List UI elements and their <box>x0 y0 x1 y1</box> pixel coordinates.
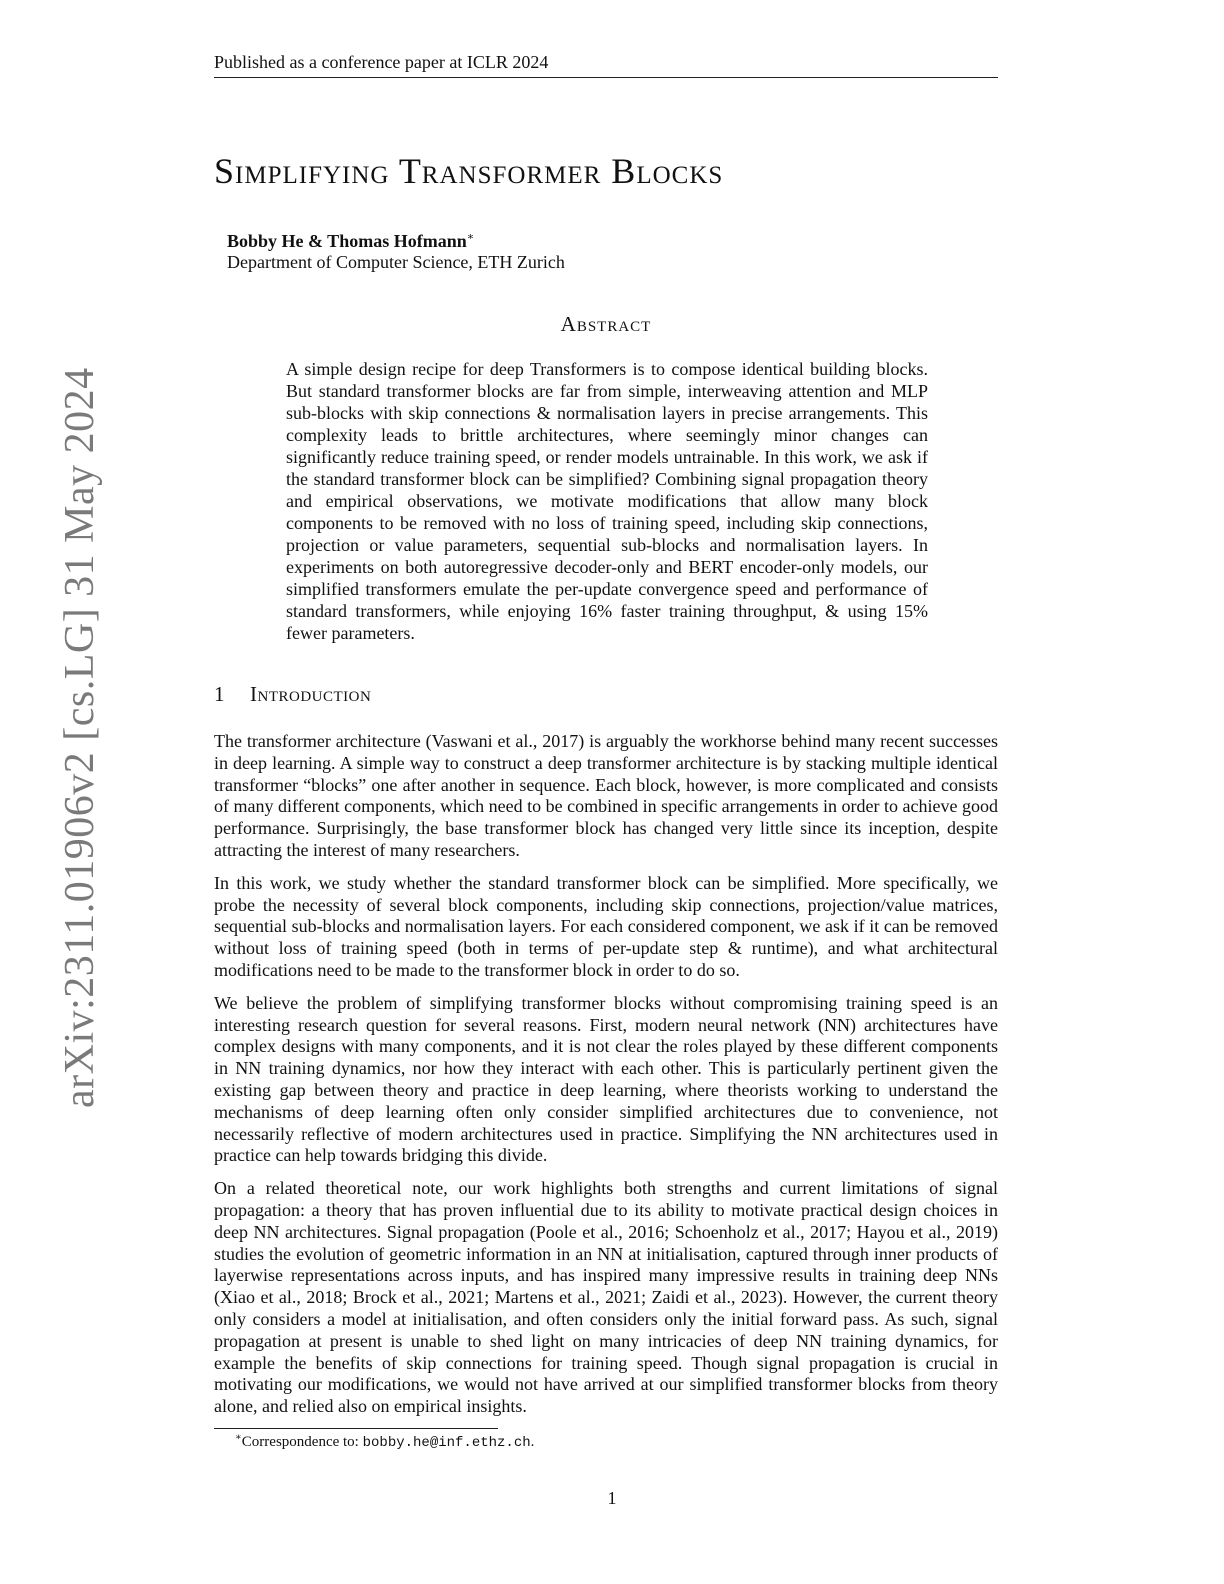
footnote-period: . <box>530 1434 535 1450</box>
running-header: Published as a conference paper at ICLR 2024 <box>214 52 998 78</box>
paragraph: The transformer architecture (Vaswani et al., 2017) is arguably the workhorse behind many recent successes in deep learning. A simple way to construct a deep transformer architecture is by stacking multiple identical transformer “blocks” one after another in sequence. Each block, however, is more complicated and consists of many different components, which need to be combined in specific arrangements in order to achieve good performance. Surprisingly, the base transformer block has changed very little since its inception, despite attracting the interest of many researchers. <box>214 731 998 860</box>
introduction-body <box>214 731 998 1429</box>
author-affiliation: Department of Computer Science, ETH Zurich <box>227 252 565 272</box>
section-number: 1 <box>214 682 225 706</box>
page-number: 1 <box>607 1488 617 1508</box>
footnote-mark: ∗ <box>235 1432 242 1443</box>
paragraph: In this work, we study whether the standard transformer block can be simplified. More specifically, we probe the necessity of several block components, including skip connections, projection/value matrices, sequential sub-blocks and normalisation layers. For each considered component, we ask if it can be removed without loss of training speed (both in terms of per-update step & runtime), and what architectural modifications need to be made to the transformer block in order to do so. <box>214 872 998 980</box>
abstract-text: A simple design recipe for deep Transformers is to compose identical building blocks. But standard transformer blocks are far from simple, interweaving attention and MLP sub-blocks with skip connections & normalisation layers in precise arrangements. This complexity leads to brittle architectures, where seemingly minor changes can significantly reduce training speed, or render models untrainable. In this work, we ask if the standard transformer block can be simplified? Combining signal propagation theory and empirical observations, we motivate modifications that allow many block components to be removed with no loss of training speed, including skip connections, projection or value parameters, sequential sub-blocks and normalisation layers. In experiments on both autoregressive decoder-only and BERT encoder-only models, our simplified transformers emulate the per-update convergence speed and performance of standard transformers, while enjoying 16% faster training throughput, & using 15% fewer parameters. <box>286 359 928 643</box>
author-names <box>227 230 474 252</box>
section-heading <box>214 682 371 707</box>
footnote-mark: ∗ <box>466 231 475 243</box>
paragraph: On a related theoretical note, our work highlights both strengths and current limitations of signal propagation: a theory that has proven influential due to its ability to motivate practical design choices in deep NN architectures. Signal propagation (Poole et al., 2016; Schoenholz et al., 2017; Hayou et al., 2019) studies the evolution of geometric information in an NN at initialisation, captured through inner products of layerwise representations across inputs, and has inspired many impressive results in training deep NNs (Xiao et al., 2018; Brock et al., 2021; Martens et al., 2021; Zaidi et al., 2023). However, the current theory only considers a model at initialisation, and often considers only the initial forward pass. As such, signal propagation at present is unable to shed light on many intricacies of deep NN training dynamics, for example the benefits of skip connections for training speed. Though signal propagation is crucial in motivating our modifications, we would not have arrived at our simplified transformer blocks from theory alone, and relied also on empirical insights. <box>214 1178 998 1417</box>
paper-title: Simplifying Transformer Blocks <box>214 151 724 191</box>
footnote <box>235 1432 534 1451</box>
arxiv-identifier-stamp: arXiv:2311.01906v2 [cs.LG] 31 May 2024 <box>57 367 103 1108</box>
section-title: Introduction <box>250 682 372 706</box>
paragraph: We believe the problem of simplifying transformer blocks without compromising training speed is an interesting research question for several reasons. First, modern neural network (NN) architectures have complex designs with many components, and it is not clear the roles played by these different components in NN training dynamics, nor how they interact with each other. This is particularly pertinent given the existing gap between theory and practice in deep learning, where theorists working to understand the mechanisms of deep learning often only consider simplified architectures due to convenience, not necessarily reflective of modern architectures used in practice. Simplifying the NN architectures used in practice can help towards bridging this divide. <box>214 992 998 1166</box>
author-list: Bobby He & Thomas Hofmann <box>227 231 467 251</box>
abstract-heading: Abstract <box>560 312 652 336</box>
footnote-label: Correspondence to: <box>241 1434 359 1450</box>
footnote-rule <box>214 1428 498 1429</box>
correspondence-email-link[interactable]: bobby.he@inf.ethz.ch <box>362 1435 531 1451</box>
